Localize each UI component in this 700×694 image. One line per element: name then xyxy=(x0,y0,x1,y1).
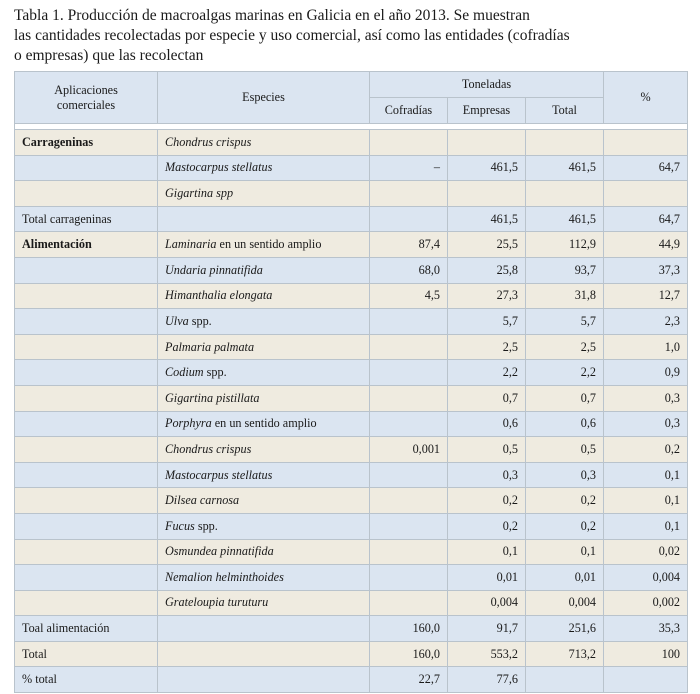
cell-application xyxy=(15,283,158,309)
cell-cofradias xyxy=(370,130,448,156)
cell-cofradias: – xyxy=(370,155,448,181)
cell-total: 0,3 xyxy=(526,462,604,488)
cell-percent: 0,02 xyxy=(604,539,688,565)
table-row xyxy=(15,283,688,309)
cell-species xyxy=(158,309,370,335)
species-name: Fucus xyxy=(165,518,195,533)
table-row xyxy=(15,206,688,232)
species-suffix: spp. xyxy=(203,365,227,380)
cell-cofradias xyxy=(370,206,448,232)
production-table xyxy=(14,71,688,693)
species-name: Gigartina pistillata xyxy=(165,390,260,405)
table-row xyxy=(15,488,688,514)
cell-application: % total xyxy=(15,667,158,693)
cell-percent: 0,9 xyxy=(604,360,688,386)
cell-species xyxy=(158,513,370,539)
cell-species xyxy=(158,283,370,309)
cell-percent: 100 xyxy=(604,641,688,667)
cell-empresas: 0,1 xyxy=(448,539,526,565)
header-total: Total xyxy=(526,98,604,124)
table-row xyxy=(15,130,688,156)
cell-application xyxy=(15,462,158,488)
cell-cofradias xyxy=(370,539,448,565)
table-row xyxy=(15,181,688,207)
cell-species xyxy=(158,155,370,181)
table-row xyxy=(15,385,688,411)
cell-application xyxy=(15,309,158,335)
cell-empresas: 91,7 xyxy=(448,616,526,642)
header-tonnes: Toneladas xyxy=(370,72,604,98)
cell-species xyxy=(158,181,370,207)
cell-empresas: 461,5 xyxy=(448,155,526,181)
cell-percent: 0,2 xyxy=(604,437,688,463)
cell-empresas: 0,004 xyxy=(448,590,526,616)
table-row xyxy=(15,411,688,437)
table-row xyxy=(15,462,688,488)
caption-line: las cantidades recolectadas por especie y uso comercial, así como las entidades (cofradías xyxy=(14,27,570,44)
cell-application: Toal alimentación xyxy=(15,616,158,642)
cell-species xyxy=(158,565,370,591)
species-name: Nemalion helminthoides xyxy=(165,569,284,584)
cell-empresas: 2,5 xyxy=(448,334,526,360)
caption-line: Tabla 1. Producción de macroalgas marinas en Galicia en el año 2013. Se muestran xyxy=(14,7,530,24)
cell-empresas xyxy=(448,130,526,156)
species-name: Dilsea carnosa xyxy=(165,493,240,508)
caption-line: o empresas) que las recolectan xyxy=(14,47,204,64)
cell-application xyxy=(15,565,158,591)
table-row xyxy=(15,437,688,463)
species-suffix: en un sentido amplio xyxy=(216,237,322,252)
header-empresas: Empresas xyxy=(448,98,526,124)
cell-species xyxy=(158,257,370,283)
table-row xyxy=(15,590,688,616)
cell-cofradias: 0,001 xyxy=(370,437,448,463)
cell-total: 0,01 xyxy=(526,565,604,591)
species-name: Chondrus crispus xyxy=(165,134,252,149)
cell-empresas: 0,01 xyxy=(448,565,526,591)
species-name: Gigartina spp xyxy=(165,185,234,200)
table-row xyxy=(15,616,688,642)
cell-percent: 0,002 xyxy=(604,590,688,616)
cell-cofradias xyxy=(370,513,448,539)
header-species: Especies xyxy=(158,72,370,124)
cell-species xyxy=(158,437,370,463)
cell-cofradias xyxy=(370,590,448,616)
species-name: Palmaria palmata xyxy=(165,339,255,354)
cell-species xyxy=(158,462,370,488)
table-caption xyxy=(14,6,686,66)
cell-empresas: 27,3 xyxy=(448,283,526,309)
cell-percent: 0,3 xyxy=(604,411,688,437)
cell-percent: 0,1 xyxy=(604,462,688,488)
cell-empresas: 2,2 xyxy=(448,360,526,386)
cell-total: 713,2 xyxy=(526,641,604,667)
cell-cofradias xyxy=(370,565,448,591)
cell-species xyxy=(158,616,370,642)
cell-application xyxy=(15,334,158,360)
species-name: Mastocarpus stellatus xyxy=(165,160,273,175)
table-row xyxy=(15,155,688,181)
species-name: Porphyra xyxy=(165,416,212,431)
cell-empresas: 0,2 xyxy=(448,488,526,514)
table-row xyxy=(15,667,688,693)
cell-cofradias xyxy=(370,334,448,360)
cell-cofradias: 160,0 xyxy=(370,641,448,667)
cell-percent: 37,3 xyxy=(604,257,688,283)
cell-application xyxy=(15,181,158,207)
cell-percent: 12,7 xyxy=(604,283,688,309)
cell-percent: 44,9 xyxy=(604,232,688,258)
cell-percent: 0,004 xyxy=(604,565,688,591)
cell-empresas: 0,5 xyxy=(448,437,526,463)
cell-total: 251,6 xyxy=(526,616,604,642)
cell-species xyxy=(158,667,370,693)
cell-species xyxy=(158,385,370,411)
cell-total: 0,5 xyxy=(526,437,604,463)
cell-empresas: 0,7 xyxy=(448,385,526,411)
cell-cofradias xyxy=(370,309,448,335)
cell-species xyxy=(158,360,370,386)
cell-application xyxy=(15,513,158,539)
table-row xyxy=(15,232,688,258)
species-suffix: spp. xyxy=(188,313,212,328)
cell-application xyxy=(15,590,158,616)
cell-species xyxy=(158,130,370,156)
cell-empresas: 461,5 xyxy=(448,206,526,232)
cell-total xyxy=(526,130,604,156)
species-name: Osmundea pinnatifida xyxy=(165,544,274,559)
cell-application xyxy=(15,385,158,411)
cell-application: Total xyxy=(15,641,158,667)
species-name: Himanthalia elongata xyxy=(165,288,273,303)
cell-species xyxy=(158,334,370,360)
cell-empresas: 5,7 xyxy=(448,309,526,335)
cell-cofradias: 4,5 xyxy=(370,283,448,309)
table-row xyxy=(15,565,688,591)
cell-total: 0,6 xyxy=(526,411,604,437)
cell-cofradias xyxy=(370,411,448,437)
species-name: Codium xyxy=(165,365,204,380)
table-row xyxy=(15,539,688,565)
cell-total: 0,2 xyxy=(526,488,604,514)
cell-cofradias xyxy=(370,181,448,207)
cell-total xyxy=(526,181,604,207)
cell-cofradias xyxy=(370,360,448,386)
cell-percent: 35,3 xyxy=(604,616,688,642)
cell-total: 5,7 xyxy=(526,309,604,335)
species-suffix: spp. xyxy=(194,518,218,533)
table-row xyxy=(15,334,688,360)
cell-application xyxy=(15,411,158,437)
cell-empresas: 25,8 xyxy=(448,257,526,283)
cell-total xyxy=(526,667,604,693)
cell-species xyxy=(158,411,370,437)
cell-empresas: 0,2 xyxy=(448,513,526,539)
cell-application xyxy=(15,488,158,514)
cell-species xyxy=(158,641,370,667)
cell-percent: 0,1 xyxy=(604,513,688,539)
cell-total: 93,7 xyxy=(526,257,604,283)
cell-application xyxy=(15,437,158,463)
cell-application xyxy=(15,360,158,386)
cell-total: 112,9 xyxy=(526,232,604,258)
cell-total: 31,8 xyxy=(526,283,604,309)
cell-percent: 2,3 xyxy=(604,309,688,335)
cell-total: 2,5 xyxy=(526,334,604,360)
cell-application xyxy=(15,257,158,283)
cell-species xyxy=(158,232,370,258)
cell-cofradias: 160,0 xyxy=(370,616,448,642)
cell-percent: 0,1 xyxy=(604,488,688,514)
cell-species xyxy=(158,539,370,565)
species-name: Undaria pinnatifida xyxy=(165,262,263,277)
cell-total: 0,1 xyxy=(526,539,604,565)
cell-percent xyxy=(604,667,688,693)
table-row xyxy=(15,360,688,386)
species-name: Laminaria xyxy=(165,237,217,252)
species-name: Ulva xyxy=(165,313,189,328)
cell-cofradias xyxy=(370,488,448,514)
cell-empresas: 553,2 xyxy=(448,641,526,667)
cell-total: 0,2 xyxy=(526,513,604,539)
cell-species xyxy=(158,590,370,616)
header-percent: % xyxy=(604,72,688,124)
species-name: Mastocarpus stellatus xyxy=(165,467,273,482)
cell-species xyxy=(158,488,370,514)
table-row xyxy=(15,309,688,335)
header-applications: Aplicaciones comerciales xyxy=(15,72,158,124)
table-row xyxy=(15,641,688,667)
cell-application xyxy=(15,155,158,181)
cell-total: 0,004 xyxy=(526,590,604,616)
cell-percent xyxy=(604,130,688,156)
table-header xyxy=(15,72,688,124)
table-row xyxy=(15,257,688,283)
table-body xyxy=(15,124,688,693)
cell-percent: 64,7 xyxy=(604,155,688,181)
cell-cofradias: 22,7 xyxy=(370,667,448,693)
cell-cofradias xyxy=(370,462,448,488)
cell-application: Total carrageninas xyxy=(15,206,158,232)
cell-cofradias xyxy=(370,385,448,411)
cell-empresas: 77,6 xyxy=(448,667,526,693)
cell-total: 2,2 xyxy=(526,360,604,386)
cell-total: 461,5 xyxy=(526,155,604,181)
cell-total: 461,5 xyxy=(526,206,604,232)
cell-empresas: 25,5 xyxy=(448,232,526,258)
cell-application: Alimentación xyxy=(15,232,158,258)
species-name: Grateloupia turuturu xyxy=(165,595,269,610)
cell-species xyxy=(158,206,370,232)
table-row xyxy=(15,513,688,539)
cell-application: Carrageninas xyxy=(15,130,158,156)
cell-application xyxy=(15,539,158,565)
cell-cofradias: 87,4 xyxy=(370,232,448,258)
species-suffix: en un sentido amplio xyxy=(211,416,317,431)
cell-empresas: 0,6 xyxy=(448,411,526,437)
cell-percent: 0,3 xyxy=(604,385,688,411)
header-cofradias: Cofradías xyxy=(370,98,448,124)
cell-percent xyxy=(604,181,688,207)
cell-percent: 64,7 xyxy=(604,206,688,232)
cell-empresas: 0,3 xyxy=(448,462,526,488)
cell-total: 0,7 xyxy=(526,385,604,411)
cell-cofradias: 68,0 xyxy=(370,257,448,283)
cell-empresas xyxy=(448,181,526,207)
cell-percent: 1,0 xyxy=(604,334,688,360)
species-name: Chondrus crispus xyxy=(165,441,252,456)
